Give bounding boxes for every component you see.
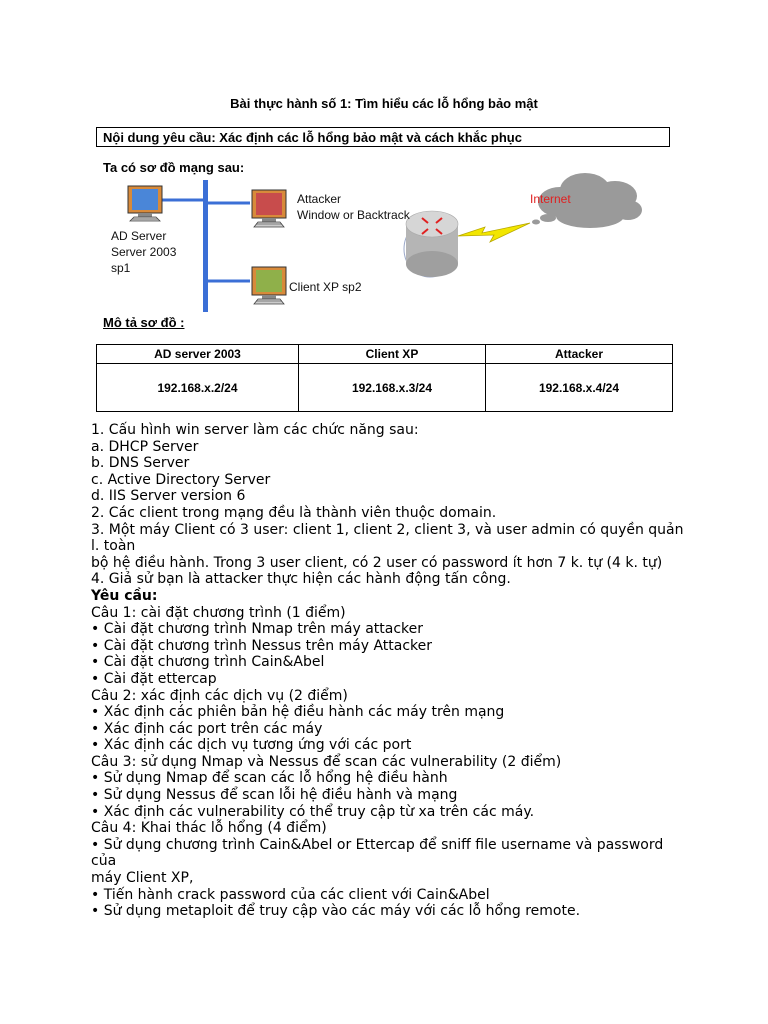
body-line: bộ hệ điều hành. Trong 3 user client, có 2 user có password ít hơn 7 k. tự (4 k. tự) xyxy=(91,554,663,571)
body-line: Câu 2: xác định các dịch vụ (2 điểm) xyxy=(91,687,348,704)
internet-label: Internet xyxy=(530,192,571,206)
ad-server-label-line: sp1 xyxy=(111,261,131,275)
body-line: Câu 1: cài đặt chương trình (1 điểm) xyxy=(91,604,346,621)
body-line: • Tiến hành crack password của các client với Cain&Abel xyxy=(91,886,490,903)
body-line: • Xác định các vulnerability có thể truy cập từ xa trên các máy. xyxy=(91,803,535,820)
ad-server-label-line: Server 2003 xyxy=(111,245,177,259)
ad-server-label-line: AD Server xyxy=(111,229,167,243)
table-header-cell: AD server 2003 xyxy=(97,345,299,364)
body-line: 4. Giả sử bạn là attacker thực hiện các hành động tấn công. xyxy=(91,571,511,588)
ad-server-label xyxy=(111,228,176,276)
network-bus xyxy=(203,180,208,312)
ad-server-computer-icon xyxy=(128,186,162,221)
body-line: Câu 3: sử dụng Nmap và Nessus để scan các vulnerability (2 điểm) xyxy=(91,753,562,770)
body-line: • Xác định các dịch vụ tương ứng với các port xyxy=(91,737,412,754)
body-line: • Cài đặt chương trình Nmap trên máy attacker xyxy=(91,621,424,638)
page-title: Bài thực hành số 1: Tìm hiểu các lỗ hổng bảo mật xyxy=(230,96,538,111)
body-line: 3. Một máy Client có 3 user: client 1, client 2, client 3, và user admin có quyền quản xyxy=(91,521,684,538)
body-line: 2. Các client trong mạng đều là thành viên thuộc domain. xyxy=(91,504,497,521)
body-line: • Xác định các port trên các máy xyxy=(91,720,323,737)
body-line: • Cài đặt ettercap xyxy=(91,670,217,687)
table-cell: 192.168.x.3/24 xyxy=(298,364,485,412)
attacker-computer-icon xyxy=(252,190,286,227)
client-label: Client XP sp2 xyxy=(289,280,362,294)
attacker-label-line: Attacker xyxy=(297,192,342,206)
ip-address-table xyxy=(96,344,673,412)
body-line: 1. Cấu hình win server làm các chức năng sau: xyxy=(91,422,419,438)
body-line: • Sử dụng chương trình Cain&Abel or Ettercap để sniff file username và password xyxy=(91,836,664,853)
body-line: c. Active Directory Server xyxy=(91,471,271,488)
requirement-box: Nội dung yêu cầu: Xác định các lỗ hổng bảo mật và cách khắc phục xyxy=(96,127,670,147)
body-line: a. DHCP Server xyxy=(91,438,199,455)
table-row xyxy=(97,364,673,412)
requirements-heading: Yêu cầu: xyxy=(91,587,158,604)
body-line: • Sử dụng metaploit để truy cập vào các máy với các lỗ hổng remote. xyxy=(91,903,581,920)
client-computer-icon xyxy=(252,267,286,304)
body-line: b. DNS Server xyxy=(91,455,190,472)
body-line: máy Client XP, xyxy=(91,870,194,887)
body-line: l. toàn xyxy=(91,538,136,555)
table-cell: 192.168.x.4/24 xyxy=(485,364,672,412)
table-header-row xyxy=(97,345,673,364)
attacker-label xyxy=(297,191,410,223)
body-line: Câu 4: Khai thác lỗ hổng (4 điểm) xyxy=(91,820,327,837)
body-line: của xyxy=(91,853,117,870)
body-line: • Sử dụng Nmap để scan các lỗ hổng hệ điều hành xyxy=(91,770,448,787)
table-header-cell: Attacker xyxy=(485,345,672,364)
body-line: • Cài đặt chương trình Cain&Abel xyxy=(91,654,325,671)
router-icon xyxy=(404,211,458,277)
table-cell: 192.168.x.2/24 xyxy=(97,364,299,412)
body-line: d. IIS Server version 6 xyxy=(91,488,246,505)
table-header-cell: Client XP xyxy=(298,345,485,364)
attacker-label-line: Window or Backtrack xyxy=(297,208,410,222)
body-line: • Cài đặt chương trình Nessus trên máy Attacker xyxy=(91,637,433,654)
lightning-icon xyxy=(458,223,530,242)
diagram-heading: Ta có sơ đồ mạng sau: xyxy=(103,160,245,175)
body-line: • Xác định các phiên bản hệ điều hành các máy trên mạng xyxy=(91,704,505,721)
body-text xyxy=(91,422,691,920)
description-heading: Mô tả sơ đồ : xyxy=(103,315,185,330)
body-line: • Sử dụng Nessus để scan lỗi hệ điều hành và mạng xyxy=(91,787,458,804)
